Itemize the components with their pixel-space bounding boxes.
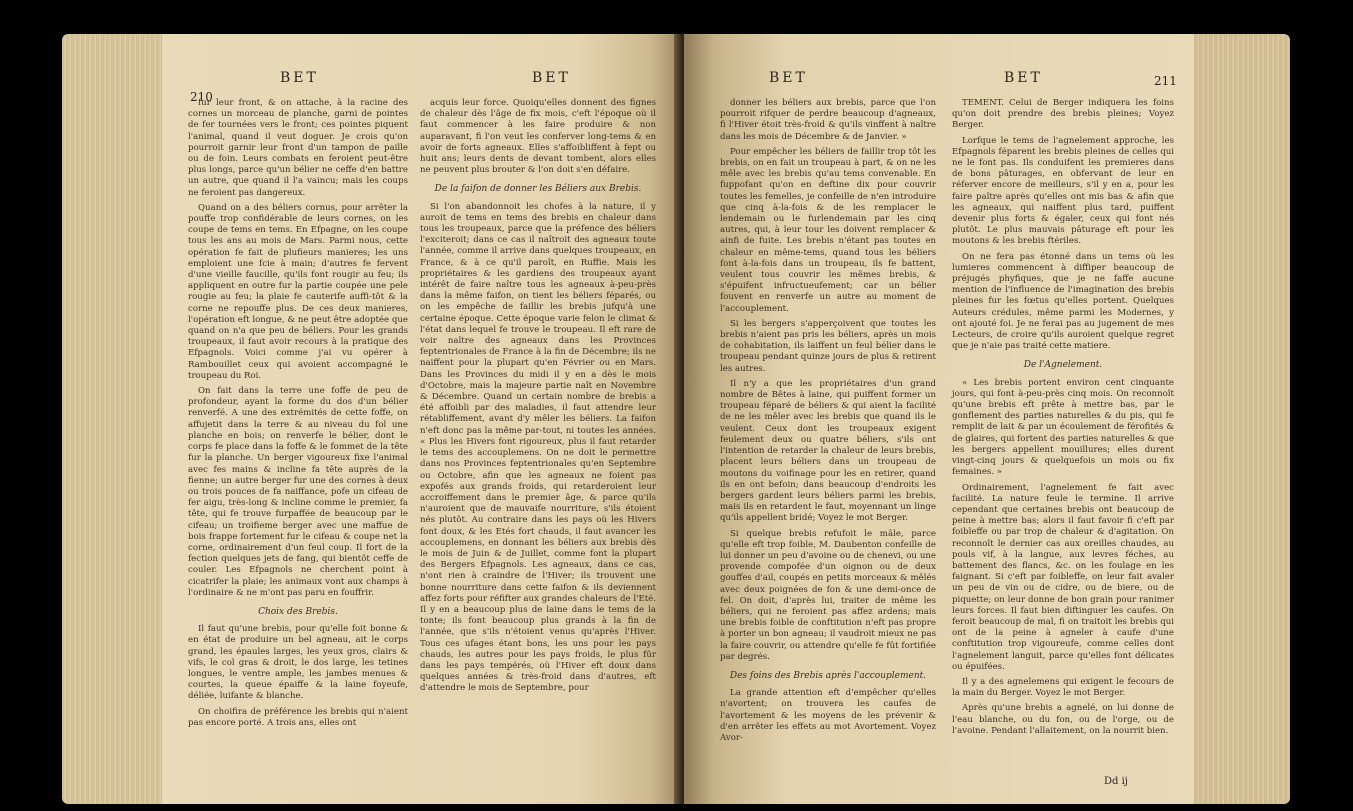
page-number-left: 210 (190, 90, 213, 104)
page-number-right: 211 (1154, 74, 1177, 88)
left-page (162, 34, 682, 804)
section-heading: De la faifon de donner les Béliers aux Brebis. (434, 184, 642, 195)
running-header-left: BET (280, 70, 319, 86)
paragraph: Après qu'une brebis a agnelé, on lui donne de l'eau blanche, ou du fon, ou de l'orge, ou de l'avoine. Pendant l'allaitement, on la nourrit bien. (952, 703, 1174, 736)
paragraph: acquis leur force. Quoiqu'elles donnent des fignes de chaleur dès l'âge de fix mois, c'eft l'époque où il faut commencer à les faire produire & non auparavant, fi l'on veut les conferver long-tems & en avoir de forts agneaux. Elles s'affoibliffent à fept ou huit ans; leurs dents de devant tombent, alors elles ne peuvent plus brouter & l'on doit s'en défaire. (420, 98, 656, 176)
paragraph: Il n'y a que les propriétaires d'un grand nombre de Bêtes à laine, qui puiffent former un troupeau féparé de béliers & qui aient la facilité de ne les mêler avec les brebis que quand ils le veulent. Ceux dont les troupeaux exigent feulement deux ou quatre béliers, s'ils ont l'intention de retarder la chaleur de leurs brebis, placent leurs béliers dans un troupeau de moutons du voifinage pour les en retirer, quand ils en ont befoin; dans beaucoup d'endroits les bergers gardent leurs béliers parmi les brebis, mais ils en retardent le faut, moyennant un linge qu'ils appellent bridé; Voyez le mot Berger. (720, 378, 936, 524)
paragraph: Il faut qu'une brebis, pour qu'elle foit bonne & en état de produire un bel agneau, ait le corps grand, les épaules larges, les yeux gros, clairs & vifs, le col gras & droit, le dos large, les tetines longues, le ventre ample, les jambes menues & courtes, la queue épaiffe & la laine foyeufe, déliée, luifante & blanche. (188, 624, 408, 702)
paragraph: « Les brebis portent environ cent cinquante jours, qui font à-peu-près cinq mois. On reconnoît qu'une brebis eft prête à mettre bas, par le gonflement des parties naturelles & du pis, qui fe remplit de lait & par un écoulement de férofités & de glaires, qui fortent des parties naturelles & que les bergers appellent mouillures; elles durent vingt-cinq jours & quelquefois un mois ou fix femaines. » (952, 377, 1174, 478)
paragraph: La grande attention eft d'empêcher qu'elles n'avortent; on trouvera les caufes de l'avortement & les moyens de les prévenir & d'en arrêter les effets au mot Avortement. Voyez Avor- (720, 688, 936, 743)
paragraph: Quand on a des béliers cornus, pour arrêter la pouffe trop confidérable de leurs cornes, on les coupe de tems en tems. En Efpagne, on les coupe tous les ans au mois de Mars. Parmi nous, cette opération fe fait de plufieurs manieres; les uns emploient une fcie à main; d'autres fe fervent d'une vieille faucille, qu'ils font rougir au feu; ils appliquent en outre fur la partie coupée une pele rougie au feu; la plaie fe cauterife auffi-tôt & la corne ne repouffe plus. De ces deux manieres, l'opération eft longue, & ne peut être adoptée que quand on n'a que peu de béliers. Pour les grands troupeaux, il faut avoir recours à la pratique des Efpagnols. Voici comme j'ai vu opérer à Rambouillet ceux qui avoient accompagné le troupeau du Roi. (188, 202, 408, 381)
running-header-right-col1: BET (769, 70, 808, 86)
paragraph: Pour empêcher les béliers de faillir trop tôt les brebis, on en fait un troupeau à part, & on ne les mêle avec les brebis qu'au tems convenable. En fuppofant qu'on en deftine dix pour couvrir toutes les femelles, je confeille de n'en introduire que cinq à-la-fois & de les remplacer le lendemain ou le furlendemain par les cinq autres, qui, à leur tour les doivent remplacer & ainfi de fuite. Les brebis n'étant pas toutes en chaleur en même-tems, quand tous les béliers font à-la-fois dans un troupeau, ils fe battent, veulent tous couvrir les mêmes brebis, & s'épuifent infructueufement; car un bélier fouvent en renverfe un autre au moment de l'accouplement. (720, 146, 936, 314)
paragraph: Lorfque le tems de l'agnelement approche, les Efpagnols féparent les brebis pleines de celles qui ne le font pas. Ils conduifent les premieres dans de bons pâturages, en obfervant de leur en réferver encore de meilleurs, s'il y en a, pour les faire paître après qu'elles ont mis bas & afin que les agneaux, qui naiffent plus tard, puiffent devenir plus forts & égaler, ceux qui font nés plutôt. Le plus mauvais pâturage eft pour les moutons & les brebis ftériles. (952, 135, 1174, 247)
paragraph: Si quelque brebis refufoit le mâle, parce qu'elle eft trop foible, M. Daubenton confeille de lui donner un peu d'avoine ou de chenevi, ou une provende compofée d'un oignon ou de deux gouffes d'ail, coupés en petits morceaux & mêlés avec deux poignées de fon & une demi-once de fel. On doit, d'après lui, traiter de même les béliers, qui ne feroient pas affez ardens; mais une brebis foible de conftitution n'eft pas propre à porter un bon agneau; il vaudroit mieux ne pas la faire couvrir, ou attendre qu'elle fe fût fortifiée par degrés. (720, 528, 936, 662)
paragraph: Il y a des agnelemens qui exigent le fecours de la main du Berger. Voyez le mot Berger. (952, 676, 1174, 699)
section-heading: Choix des Brebis. (258, 606, 338, 617)
paragraph: Ordinairement, l'agnelement fe fait avec facilité. La nature feule le termine. Il arrive cependant que certaines brebis ont beaucoup de peine à mettre bas; alors il faut favoir fi c'eft par foibleffe ou par trop de chaleur & d'agitation. On reconnoît le dernier cas aux oreilles chaudes, au pouls vif, à la langue, aux levres féches, au battement des flancs, &c. on les foulage en les faignant. Si c'eft par foibleffe, on leur fait avaler un peu de vin ou de cidre, ou de biere, ou de piquette; on leur donne de bon grain pour ranimer leurs forces. Il faut bien diftinguer les caufes. On feroit beaucoup de mal, fi on traitoit les brebis qui ont de la peine à agneler à caufe d'une conftitution trop vigoureufe, comme celles dont l'agnelement languit, parce qu'elles font délicates ou épuifées. (952, 482, 1174, 672)
page-edges-right (1180, 34, 1290, 804)
paragraph: donner les béliers aux brebis, parce que l'on pourroit rifquer de perdre beaucoup d'agneaux, fi l'Hiver étoit très-froid & qu'ils vinffent à naître dans les mois de Décembre & de Janvier. » (720, 98, 936, 142)
page-edges-left (62, 34, 172, 804)
paragraph: Si les bergers s'apperçoivent que toutes les brebis n'aient pas pris les béliers, après un mois de cohabitation, ils laiffent un feul bélier dans le troupeau pendant quinze jours de plus & retirent les autres. (720, 318, 936, 374)
running-header-left-col2: BET (532, 70, 571, 86)
right-page-column-1 (720, 98, 936, 748)
paragraph: On ne fera pas étonné dans un tems où les lumieres commencent à diffiper beaucoup de préjugés phyfiques, que je ne faffe aucune mention de l'influence de l'imagination des brebis pleines fur les fœtus qu'elles portent. Quelques Auteurs crédules, même parmi les Modernes, y ont ajouté foi. Je ne ferai pas au jugement de mes Lecteurs, de croire qu'ils auroient quelque regret que je n'aie pas traité cette matiere. (952, 251, 1174, 352)
paragraph: On fait dans la terre une foffe de peu de profondeur, ayant la forme du dos d'un bélier renverfé. A une des extrémités de cette foffe, on affujetit dans la terre & au niveau du fol une planche en bois; on renverfe le bélier, dont le corps fe place dans la foffe & le fommet de la tête fur la planche. Un berger vigoureux fixe l'animal avec fes mains & incline fa tête auprès de la fienne; un autre berger fur une des cornes à deux ou trois pouces de fa naiffance, pofe un cifeau de fer aigu, très-long & incline comme le premier, fa tête, qui fe trouve furpaffée de beaucoup par le cifeau; un troifieme berger avec une maffue de bois frappe fortement fur le cifeau & coupe net la corne, ordinairement d'un feul coup. Il fort de la fection quelques jets de fang, qui bientôt ceffe de couler. Les Efpagnols ne cherchent point à cicatrifer la plaie; les animaux vont aux champs à l'ordinaire & ne m'ont pas paru en fouffrir. (188, 386, 408, 598)
section-heading: De l'Agnelement. (1023, 360, 1103, 371)
paragraph: Si l'on abandonnoit les chofes à la nature, il y auroit de tems en tems des brebis en chaleur dans tous les troupeaux, parce que la préfence des béliers l'exciteroit; dans ce cas il naîtroit des agneaux toute l'année, comme il arrive dans quelques troupeaux, en France, & à ce qu'il paroît, en Ruffie. Mais les propriétaires & les gardiens des troupeaux ayant intérêt de faire naître tous les agneaux à-peu-près dans la même faifon, on tient les béliers féparés, ou on les empêche de faillir les brebis jufqu'à une certaine époque. Cette époque varie felon le climat & l'état dans lequel fe trouve le troupeau. Il eft rare de voir naître des agneaux dans les Provinces feptentrionales de France à la fin de Décembre; ils ne naiffent pour la plupart qu'en Février ou en Mars. Dans les Provinces du midi il y en a dès le mois d'Octobre, mais la majeure partie naît en Novembre & Décembre. Quand un certain nombre de brebis a été affoibli par des maladies, il faut attendre leur rétabliffement, avant d'y mêler les béliers. La faifon n'eft donc pas la même par-tout, ni toutes les années. « Plus les Hivers font rigoureux, plus il faut retarder le tems des accouplemens. On ne doit le permettre dans nos Provinces feptentrionales qu'en Septembre ou Octobre, afin que les agneaux ne foient pas expofés aux grands froids, qui retarderoient leur accroiffement dans le premier âge, & parce qu'ils n'auroient que de mauvaife nourriture, s'ils étoient nés plutôt. Au contraire dans les pays où les Hivers font doux, & les Etés fort chauds, il faut avancer les accouplemens, en donnant les béliers aux brebis dès le mois de Juin & de Juillet, comme font la plupart des Bergers Efpagnols. Les agneaux, dans ce cas, n'ont rien à craindre de l'Hiver; ils trouvent une bonne nourriture dans cette faifon & ils deviennent affez forts pour réfifter aux grandes chaleurs de l'Eté. Il y en a beaucoup plus de laine dans le tems de la tonte; ils font beaucoup plus grands à la fin de l'année, que s'ils n'étoient venus qu'après l'Hiver. Tous ces ufages étant bons, les uns pour les pays chauds, les autres pour les pays froids, le plus fûr dans les pays tempérés, où l'Hiver eft doux dans quelques années & très-froid dans d'autres, eft d'attendre le mois de Septembre, pour (420, 201, 656, 694)
paragraph: TEMENT. Celui de Berger indiquera les foins qu'on doit prendre des brebis pleines; Voyez Berger. (952, 98, 1174, 131)
paragraph: On choifira de préférence les brebis qui n'aient pas encore porté. A trois ans, elles ont (188, 706, 408, 728)
signature-mark: Dd ij (1104, 776, 1128, 787)
left-page-column-1 (188, 98, 408, 733)
running-header-right: BET (1004, 70, 1043, 86)
right-page-column-2 (952, 98, 1174, 741)
open-book (62, 14, 1290, 804)
section-heading: Des foins des Brebis après l'accouplement. (729, 670, 927, 681)
right-page (684, 34, 1194, 804)
paragraph: fur leur front, & on attache, à la racine des cornes un morceau de planche, garni de pointes de fer tournées vers le front; ces pointes piquent l'animal, quand il veut doguer. Je crois qu'on pourroit garnir leur front d'un tampon de paille ou de foin. Leurs combats en feroient peut-être plus longs, parce qu'un bélier ne ceffe d'en battre un autre, que quand il l'a vaincu; mais les coups ne feroient pas dangereux. (188, 98, 408, 198)
left-page-column-2 (420, 98, 656, 699)
